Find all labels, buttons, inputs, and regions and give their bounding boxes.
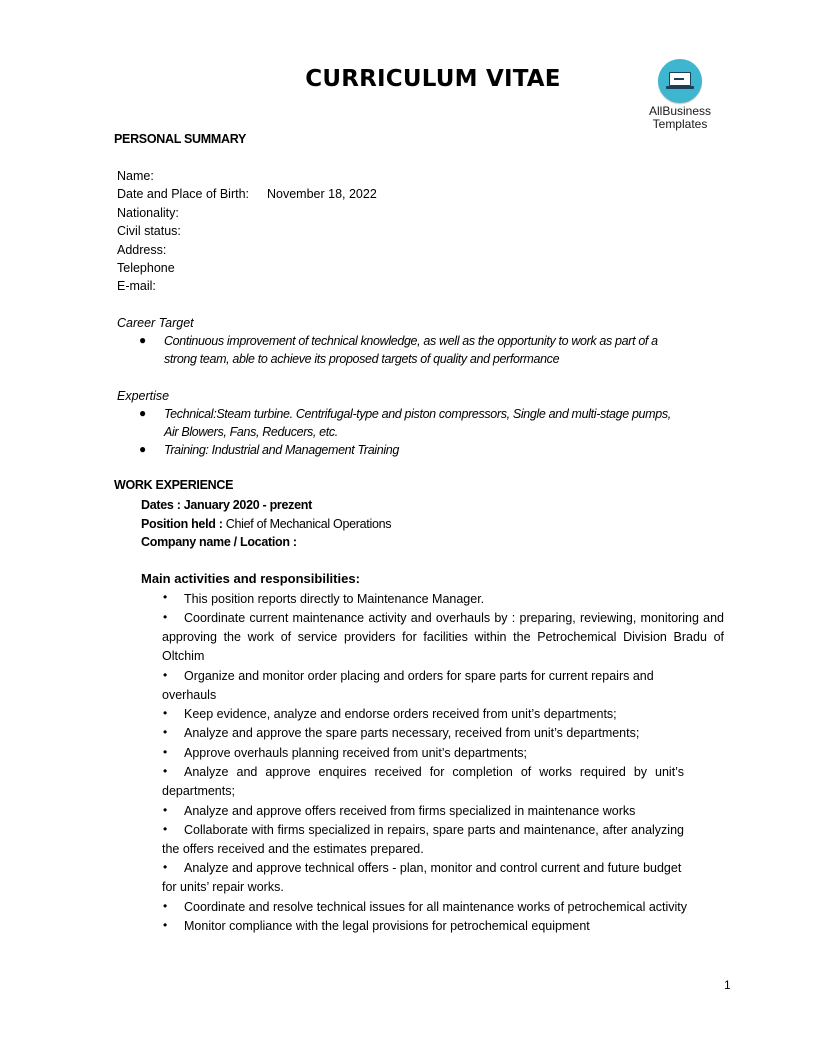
activity-item: Analyze and approve enquires received for completion of works required by unit’s departments; <box>162 765 684 798</box>
activity-item: Analyze and approve offers received from firms specialized in maintenance works <box>184 804 636 818</box>
allbusiness-logo <box>640 59 720 131</box>
address-label: Address: <box>117 243 167 257</box>
career-target-line-1: Continuous improvement of technical knowledge, as well as the opportunity to work as part of a <box>164 334 658 348</box>
position-label: Position held : <box>141 517 223 531</box>
activity-item: Collaborate with firms specialized in repairs, spare parts and maintenance, after analyzing the offers received and the estimates prepared. <box>162 823 684 856</box>
career-target-heading: Career Target <box>117 316 194 330</box>
dob-label: Date and Place of Birth: <box>117 187 250 201</box>
email-label: E-mail: <box>117 279 156 293</box>
bullet-icon: • <box>163 706 168 720</box>
bullet-icon: ● <box>139 442 147 456</box>
civil-status-label: Civil status: <box>117 224 181 238</box>
personal-summary-heading: PERSONAL SUMMARY <box>114 132 247 146</box>
career-target-line-2: strong team, able to achieve its proposed targets of quality and performance <box>164 352 560 366</box>
work-experience-heading: WORK EXPERIENCE <box>114 478 234 492</box>
activity-item: Keep evidence, analyze and endorse orders received from unit’s departments; <box>184 707 617 721</box>
page-number: 1 <box>724 978 731 992</box>
activity-item: Analyze and approve technical offers - plan, monitor and control current and future budget for units’ repair works. <box>162 861 682 894</box>
expertise-heading: Expertise <box>117 389 170 403</box>
bullet-icon: • <box>163 725 168 739</box>
bullet-icon: • <box>163 860 168 874</box>
activity-item: Monitor compliance with the legal provisions for petrochemical equipment <box>184 919 590 933</box>
position-value: Chief of Mechanical Operations <box>225 517 392 531</box>
activity-item: This position reports directly to Maintenance Manager. <box>184 592 485 606</box>
laptop-icon <box>658 59 702 103</box>
expertise-line-3: Training: Industrial and Management Training <box>164 443 399 457</box>
page-title: CURRICULUM VITAE <box>305 66 561 92</box>
activity-item: Coordinate current maintenance activity and overhauls by : preparing, reviewing, monitoring and approving the work of service providers for facilities within the Petrochemical Division Bradu of Oltchim <box>162 611 724 663</box>
company-label: Company name / Location : <box>141 535 297 549</box>
bullet-icon: • <box>163 822 168 836</box>
position-held <box>141 515 391 533</box>
dob-value: November 18, 2022 <box>267 187 377 201</box>
logo-line-1: AllBusiness <box>648 104 712 118</box>
bullet-icon: • <box>163 590 168 604</box>
bullet-icon: • <box>163 610 168 624</box>
bullet-icon: • <box>163 803 168 817</box>
name-label: Name: <box>117 169 154 183</box>
bullet-icon: • <box>163 745 168 759</box>
bullet-icon: • <box>163 764 168 778</box>
telephone-label: Telephone <box>117 261 175 275</box>
bullet-icon: • <box>163 899 168 913</box>
logo-line-2: Templates <box>652 117 708 131</box>
nationality-label: Nationality: <box>117 206 179 220</box>
activity-item: Approve overhauls planning received from unit’s departments; <box>184 746 528 760</box>
activity-item: Organize and monitor order placing and orders for spare parts for current repairs and overhauls <box>162 669 654 702</box>
bullet-icon: ● <box>139 333 147 347</box>
activities-heading: Main activities and responsibilities: <box>141 571 360 586</box>
activity-item: Coordinate and resolve technical issues for all maintenance works of petrochemical activity <box>184 900 688 914</box>
expertise-line-2: Air Blowers, Fans, Reducers, etc. <box>164 425 338 439</box>
bullet-icon: ● <box>139 406 147 420</box>
bullet-icon: • <box>163 918 168 932</box>
bullet-icon: • <box>163 668 168 682</box>
expertise-line-1: Technical:Steam turbine. Centrifugal-type and piston compressors, Single and multi-stage pumps, <box>164 407 671 421</box>
activity-item: Analyze and approve the spare parts necessary, received from unit’s departments; <box>184 726 640 740</box>
dates: Dates : January 2020 - prezent <box>141 498 312 512</box>
